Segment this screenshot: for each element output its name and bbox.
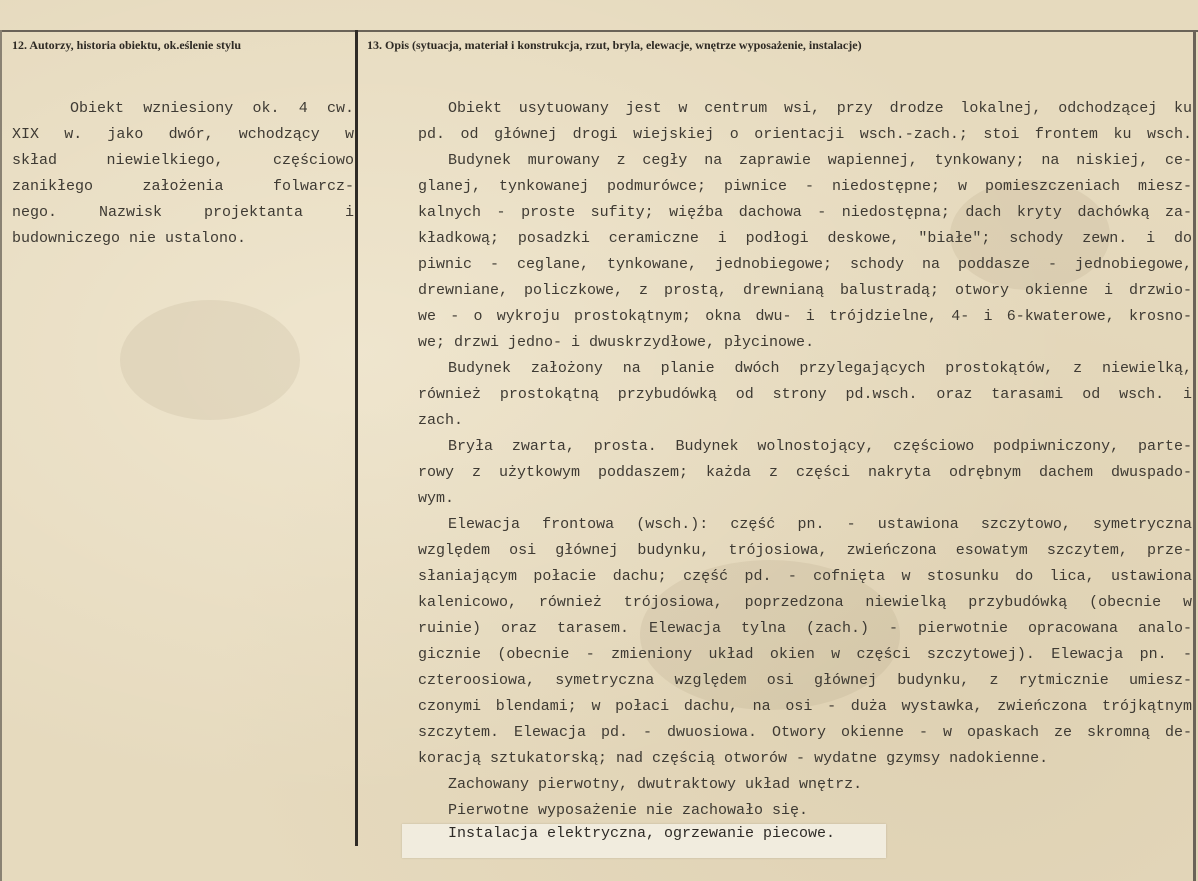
text-line: Zachowany pierwotny, dwutraktowy układ wnętrz. <box>448 776 863 793</box>
paper-stain <box>120 300 300 420</box>
text-line: Obiekt wzniesiony ok. 4 cw. <box>70 100 354 117</box>
text-line: koracją sztukatorską; nad częścią otworów - wydatne gzymsy nadokienne. <box>418 750 1049 767</box>
left-border <box>0 30 2 881</box>
text-line: czonymi blendami; w połaci dachu, na osi - duża wystawka, zwieńczona trójkątnym <box>418 698 1192 715</box>
text-line: drewniane, policzkowe, z prostą, drewnianą balustradą; otwory okienne i drzwio- <box>418 282 1192 299</box>
text-line: we - o wykroju prostokątnym; okna dwu- i trójdzielne, 4- i 6-kwaterowe, krosno- <box>418 308 1192 325</box>
pasted-text-line: Instalacja elektryczna, ogrzewanie piecowe. <box>448 825 836 842</box>
section-12-header: 12. Autorzy, historia obiektu, ok.eślenie stylu <box>12 38 242 52</box>
section-12-text <box>12 96 354 252</box>
text-line: wym. <box>418 490 455 507</box>
text-line: Budynek założony na planie dwóch przylegających prostokątów, z niewielką, <box>448 360 1192 377</box>
text-line: rowy z użytkowym poddaszem; każda z części nakryta odrębnym dachem dwuspado- <box>418 464 1192 481</box>
section-13-header: 13. Opis (sytuacja, materiał i konstrukcja, rzut, bryla, elewacje, wnętrze wyposażenie, instalacje) <box>367 38 862 52</box>
text-line: we; drzwi jedno- i dwuskrzydłowe, płycinowe. <box>418 334 815 351</box>
text-line: względem osi głównej budynku, trójosiowa, zwieńczona esowatym szczytem, prze- <box>418 542 1192 559</box>
right-border <box>1193 30 1196 881</box>
top-rule <box>0 30 1198 32</box>
text-line: skład niewielkiego, częściowo <box>12 152 354 169</box>
text-line: czteroosiowa, symetryczna względem osi głównej budynku, z rytmicznie umiesz- <box>418 672 1192 689</box>
text-line: Obiekt usytuowany jest w centrum wsi, przy drodze lokalnej, odchodzącej ku <box>448 100 1192 117</box>
column-divider <box>355 30 358 846</box>
text-line: gicznie (obecnie - zmieniony układ okien w części szczytowej). Elewacja pn. - <box>418 646 1192 663</box>
text-line: pd. od głównej drogi wiejskiej o orientacji wsch.-zach.; stoi frontem ku wsch. <box>418 126 1192 143</box>
text-line: kładkową; posadzki ceramiczne i podłogi deskowe, "białe"; schody zewn. i do <box>418 230 1192 247</box>
text-line: zanikłego założenia folwarcz- <box>12 178 354 195</box>
text-line: Budynek murowany z cegły na zaprawie wapiennej, tynkowany; na niskiej, ce- <box>448 152 1192 169</box>
text-line: XIX w. jako dwór, wchodzący w <box>12 126 354 143</box>
text-line: Bryła zwarta, prosta. Budynek wolnostojący, częściowo podpiwniczony, parte- <box>448 438 1192 455</box>
text-line: Elewacja frontowa (wsch.): część pn. - ustawiona szczytowo, symetryczna <box>448 516 1192 533</box>
text-line: nego. Nazwisk projektanta i <box>12 204 354 221</box>
text-line: glanej, tynkowanej podmurówce; piwnice - niedostępne; w pomieszczeniach miesz- <box>418 178 1192 195</box>
text-line: kalenicowo, również trójosiowa, poprzedzona niewielką przybudówką (obecnie w <box>418 594 1192 611</box>
text-line: zach. <box>418 412 464 429</box>
text-line: słaniającym połacie dachu; część pd. - cofnięta w stosunku do lica, ustawiona <box>418 568 1192 585</box>
text-line: szczytem. Elewacja pd. - dwuosiowa. Otwory okienne - w opaskach ze skromną de- <box>418 724 1192 741</box>
text-line: również prostokątną przybudówką od strony pd.wsch. oraz tarasami od wsch. i <box>418 386 1192 403</box>
text-line: piwnic - ceglane, tynkowane, jednobiegowe; schody na poddasze - jednobiegowe, <box>418 256 1192 273</box>
text-line: budowniczego nie ustalono. <box>12 230 247 247</box>
text-line: kalnych - proste sufity; więźba dachowa - niedostępna; dach kryty dachówką za- <box>418 204 1192 221</box>
text-line: ruinie) oraz tarasem. Elewacja tylna (zach.) - pierwotnie opracowana analo- <box>418 620 1192 637</box>
section-13-text <box>418 96 1192 824</box>
text-line: Pierwotne wyposażenie nie zachowało się. <box>448 802 809 819</box>
